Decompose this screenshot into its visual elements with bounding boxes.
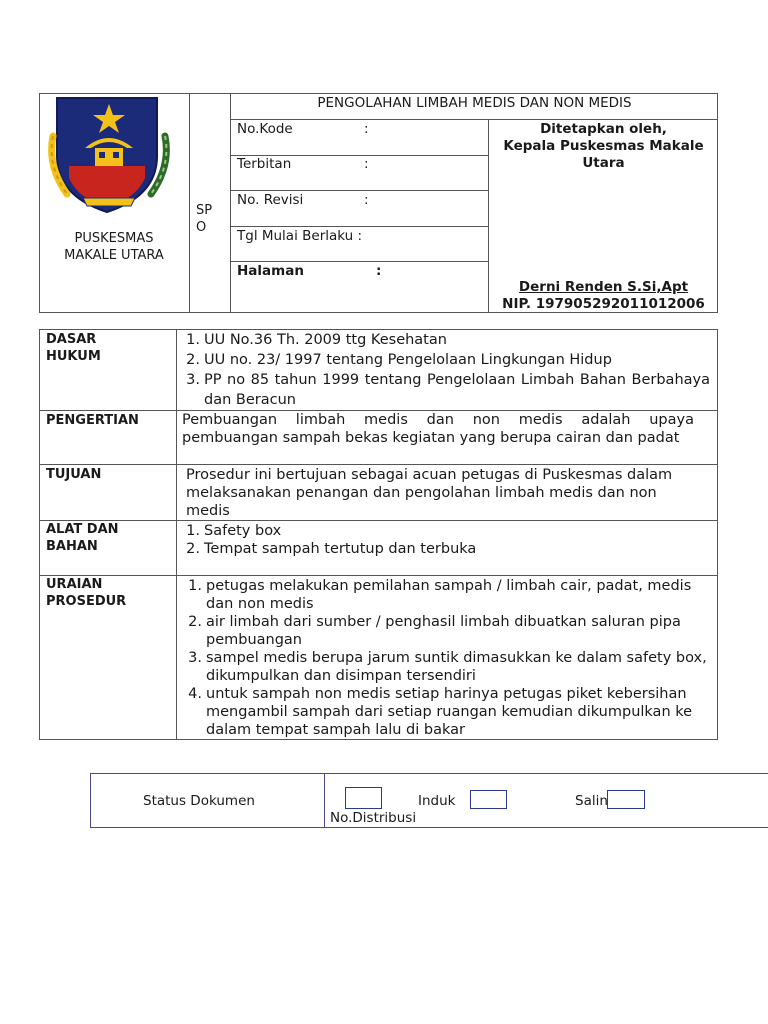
signature-block (489, 279, 718, 313)
approval-line-1: Ditetapkan oleh, (540, 121, 667, 137)
list-item: 1. petugas melakukan pemilahan sampah / limbah cair, padat, medis dan non medis (188, 578, 692, 612)
status-dokumen-label: Status Dokumen (143, 793, 255, 809)
induk-label: Induk (418, 793, 456, 809)
label-dasar-hukum: DASAR HUKUM (46, 332, 101, 364)
organization-name: PUSKESMAS MAKALE UTARA (64, 231, 164, 263)
label-uraian-prosedur: URAIAN PROSEDUR (46, 577, 127, 609)
field-no-revisi-colon: : (364, 192, 369, 208)
list-item: 3. sampel medis berupa jarum suntik dimasukkan ke dalam safety box, dikumpulkan dan disimpan tersendiri (188, 650, 707, 684)
list-item: 1. Safety box (186, 523, 282, 539)
list-item: 3. PP no 85 tahun 1999 tentang Pengelolaan Limbah Bahan Berbahaya dan Beracun (186, 372, 710, 408)
approval-block (489, 121, 718, 172)
list-item: 4. untuk sampah non medis setiap harinya petugas piket kebersihan mengambil sampah dari setiap ruangan kemudian dikumpulkan ke dalam tempat sampah lalu di bakar (188, 686, 693, 738)
salin-label: Salin (575, 793, 608, 809)
signer-name: Derni Renden S.Si,Apt (518, 279, 689, 295)
list-item: 2. UU no. 23/ 1997 tentang Pengelolaan Lingkungan Hidup (186, 352, 612, 368)
induk-checkbox[interactable] (470, 790, 507, 809)
spo-label: SP O (196, 203, 213, 235)
alat-bahan-list (180, 522, 710, 558)
salin-checkbox[interactable] (607, 790, 645, 809)
label-tujuan: TUJUAN (46, 467, 102, 482)
list-item: 1. UU No.36 Th. 2009 ttg Kesehatan (186, 332, 447, 348)
list-item: 2. air limbah dari sumber / penghasil limbah dibuatkan saluran pipa pembuangan (188, 614, 681, 648)
field-tgl-mulai-label: Tgl Mulai Berlaku : (237, 228, 363, 244)
field-no-revisi-label: No. Revisi (237, 192, 304, 208)
tujuan-text: Prosedur ini bertujuan sebagai acuan petugas di Puskesmas dalam melaksanakan penangan dan pengolahan limbah medis dan non medis (186, 467, 673, 519)
approval-line-2: Kepala Puskesmas Makale Utara (503, 138, 704, 171)
field-terbitan-colon: : (364, 156, 369, 172)
field-halaman-colon: : (376, 263, 382, 279)
uraian-prosedur-list (182, 577, 707, 739)
document-title: PENGOLAHAN LIMBAH MEDIS DAN NON MEDIS (317, 95, 632, 111)
field-halaman-label: Halaman (237, 263, 304, 279)
puskesmas-logo (47, 96, 172, 214)
master-checkbox[interactable] (345, 787, 382, 809)
label-alat-bahan: ALAT DAN BAHAN (46, 522, 119, 554)
pengertian-text: Pembuangan limbah medis dan non medis adalah upaya pembuangan sampah bekas kegiatan yang berupa cairan dan padat (182, 412, 694, 446)
field-no-kode-label: No.Kode (237, 121, 293, 137)
status-divider (324, 773, 325, 828)
list-item: 2. Tempat sampah tertutup dan terbuka (186, 541, 477, 557)
signer-nip: NIP. 197905292011012006 (502, 296, 705, 312)
field-no-kode-colon: : (364, 121, 369, 137)
dasar-hukum-list (180, 330, 710, 410)
field-terbitan-label: Terbitan (237, 156, 292, 172)
label-pengertian: PENGERTIAN (46, 413, 139, 428)
no-distribusi-label: No.Distribusi (330, 810, 417, 826)
